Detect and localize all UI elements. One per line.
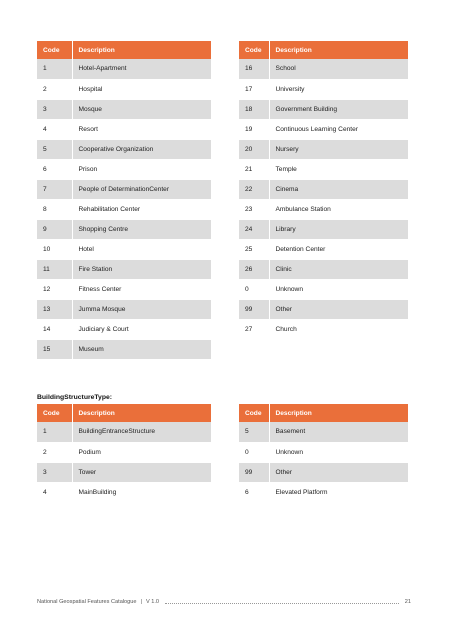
description-cell: Nursery	[269, 139, 408, 159]
code-cell: 2	[37, 79, 72, 99]
description-cell: Hotel	[72, 239, 211, 259]
page-footer	[37, 599, 411, 605]
description-cell: Government Building	[269, 99, 408, 119]
code-cell: 16	[239, 59, 269, 79]
code-cell: 7	[37, 179, 72, 199]
description-cell: Other	[269, 462, 408, 482]
description-cell: Prison	[72, 159, 211, 179]
table-row	[239, 99, 408, 119]
code-header: Code	[239, 41, 269, 59]
description-cell: Church	[269, 319, 408, 339]
description-cell: Hotel-Apartment	[72, 59, 211, 79]
code-cell: 12	[37, 279, 72, 299]
description-cell: Clinic	[269, 259, 408, 279]
code-cell: 24	[239, 219, 269, 239]
table-row	[239, 319, 408, 339]
footer-version: V 1.0	[145, 599, 160, 605]
description-cell: Fitness Center	[72, 279, 211, 299]
code-cell: 13	[37, 299, 72, 319]
description-cell: Basement	[269, 422, 408, 442]
description-cell: People of DeterminationCenter	[72, 179, 211, 199]
footer-dot-leader	[165, 600, 399, 604]
code-cell: 99	[239, 462, 269, 482]
page-number: 21	[404, 599, 411, 605]
table-row	[239, 279, 408, 299]
table-row	[37, 59, 211, 79]
description-cell: MainBuilding	[72, 482, 211, 502]
description-cell: University	[269, 79, 408, 99]
code-cell: 11	[37, 259, 72, 279]
table-header	[239, 404, 408, 422]
description-cell: Mosque	[72, 99, 211, 119]
table-row	[239, 442, 408, 462]
description-cell: Judiciary & Court	[72, 319, 211, 339]
table-row	[37, 99, 211, 119]
description-cell: Library	[269, 219, 408, 239]
description-cell: Cinema	[269, 179, 408, 199]
footer-title: National Geospatial Features Catalogue	[37, 599, 137, 605]
table-row	[37, 159, 211, 179]
building-use-table-left	[37, 41, 211, 360]
description-cell: Shopping Centre	[72, 219, 211, 239]
description-header: Description	[269, 41, 408, 59]
code-cell: 99	[239, 299, 269, 319]
code-cell: 6	[37, 159, 72, 179]
description-cell: Jumma Mosque	[72, 299, 211, 319]
table-row	[239, 179, 408, 199]
section-label: BuildingStructureType:	[37, 394, 113, 401]
code-cell: 3	[37, 462, 72, 482]
code-header: Code	[37, 404, 72, 422]
description-cell: Unknown	[269, 442, 408, 462]
description-cell: School	[269, 59, 408, 79]
table-row	[37, 79, 211, 99]
table-row	[239, 462, 408, 482]
table-row	[37, 319, 211, 339]
table-row	[37, 139, 211, 159]
code-cell: 25	[239, 239, 269, 259]
footer-separator: |	[140, 599, 142, 605]
description-cell: Continuous Learning Center	[269, 119, 408, 139]
description-cell: Other	[269, 299, 408, 319]
table-row	[37, 339, 211, 359]
code-header: Code	[239, 404, 269, 422]
table-row	[37, 442, 211, 462]
table-row	[37, 482, 211, 502]
table-row	[239, 239, 408, 259]
description-cell: Museum	[72, 339, 211, 359]
code-cell: 6	[239, 482, 269, 502]
description-cell: Detention Center	[269, 239, 408, 259]
structure-type-table-right	[239, 404, 408, 503]
code-cell: 2	[37, 442, 72, 462]
code-cell: 0	[239, 279, 269, 299]
description-header: Description	[72, 41, 211, 59]
code-cell: 26	[239, 259, 269, 279]
table-row	[239, 159, 408, 179]
description-cell: Tower	[72, 462, 211, 482]
code-cell: 8	[37, 199, 72, 219]
code-cell: 27	[239, 319, 269, 339]
description-cell: Elevated Platform	[269, 482, 408, 502]
table-row	[239, 259, 408, 279]
description-cell: BuildingEntranceStructure	[72, 422, 211, 442]
code-cell: 4	[37, 119, 72, 139]
code-cell: 1	[37, 422, 72, 442]
code-header: Code	[37, 41, 72, 59]
table-row	[239, 139, 408, 159]
table-row	[239, 59, 408, 79]
table-row	[239, 299, 408, 319]
table-row	[239, 482, 408, 502]
description-cell: Podium	[72, 442, 211, 462]
description-cell: Fire Station	[72, 259, 211, 279]
description-cell: Unknown	[269, 279, 408, 299]
table-row	[37, 462, 211, 482]
code-cell: 22	[239, 179, 269, 199]
table-row	[239, 79, 408, 99]
code-cell: 18	[239, 99, 269, 119]
code-cell: 3	[37, 99, 72, 119]
table-row	[37, 239, 211, 259]
code-cell: 9	[37, 219, 72, 239]
description-header: Description	[269, 404, 408, 422]
code-cell: 20	[239, 139, 269, 159]
code-cell: 10	[37, 239, 72, 259]
code-cell: 15	[37, 339, 72, 359]
table-row	[37, 259, 211, 279]
table-row	[37, 279, 211, 299]
table-row	[37, 299, 211, 319]
table-row	[37, 219, 211, 239]
description-cell: Temple	[269, 159, 408, 179]
table-header	[37, 404, 211, 422]
structure-type-table-left	[37, 404, 211, 503]
description-cell: Cooperative Organization	[72, 139, 211, 159]
description-cell: Hospital	[72, 79, 211, 99]
code-cell: 19	[239, 119, 269, 139]
table-header	[37, 41, 211, 59]
description-header: Description	[72, 404, 211, 422]
table-row	[239, 199, 408, 219]
table-row	[37, 119, 211, 139]
code-cell: 0	[239, 442, 269, 462]
code-cell: 5	[239, 422, 269, 442]
building-use-table-right	[239, 41, 408, 340]
table-row	[37, 422, 211, 442]
table-row	[239, 219, 408, 239]
code-cell: 4	[37, 482, 72, 502]
code-cell: 1	[37, 59, 72, 79]
description-cell: Resort	[72, 119, 211, 139]
code-cell: 14	[37, 319, 72, 339]
table-header	[239, 41, 408, 59]
table-row	[37, 199, 211, 219]
table-row	[239, 422, 408, 442]
code-cell: 21	[239, 159, 269, 179]
code-cell: 23	[239, 199, 269, 219]
code-cell: 5	[37, 139, 72, 159]
description-cell: Rehabilitation Center	[72, 199, 211, 219]
table-row	[37, 179, 211, 199]
table-row	[239, 119, 408, 139]
code-cell: 17	[239, 79, 269, 99]
description-cell: Ambulance Station	[269, 199, 408, 219]
